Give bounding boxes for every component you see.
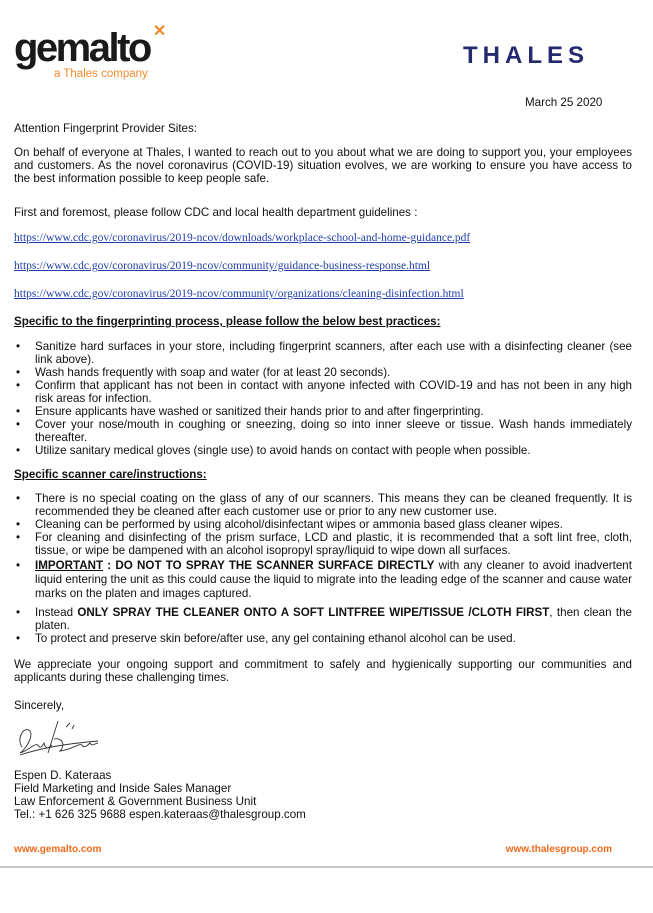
signer-title: Field Marketing and Inside Sales Manager xyxy=(14,782,232,795)
footer-gemalto-link[interactable]: www.gemalto.com xyxy=(14,844,102,855)
important-colon: : xyxy=(103,559,116,572)
list-item-important xyxy=(14,559,632,601)
letter-body xyxy=(14,122,632,876)
intro-paragraph: On behalf of everyone at Thales, I wanted to reach out to you about what we are doing to support you, your employees and customers. As the novel coronavirus (COVID-19) situation evolves, we are working to ensure you have access to the best information possible to keep people safe. xyxy=(14,146,632,185)
thales-logo: THALES xyxy=(463,42,589,69)
signer-unit: Law Enforcement & Government Business Unit xyxy=(14,795,257,808)
signer-block xyxy=(14,769,632,821)
gemalto-star-icon: ✕ xyxy=(152,23,167,40)
scanner-care-list xyxy=(14,492,632,645)
section-heading-fingerprinting: Specific to the fingerprinting process, please follow the below best practices: xyxy=(14,315,441,328)
cdc-link-workplace-guidance[interactable]: https://www.cdc.gov/coronavirus/2019-ncov/downloads/workplace-school-and-home-guidance.pdf xyxy=(14,232,471,244)
instead-caps: ONLY SPRAY THE CLEANER ONTO A SOFT LINTFREE WIPE/TISSUE /CLOTH FIRST xyxy=(77,606,550,619)
list-item: • There is no special coating on the glass of any of our scanners. This means they can be cleaned frequently. It is recommended they be cleaned after each customer use or prior to any new customer use. xyxy=(14,492,632,518)
list-item: • Utilize sanitary medical gloves (single use) to avoid hands on contact with people when possible. xyxy=(14,444,632,457)
fingerprinting-practices-list xyxy=(14,340,632,457)
list-item: • Cleaning can be performed by using alcohol/disinfectant wipes or ammonia based glass cleaner wipes. xyxy=(14,518,632,531)
cdc-link-cleaning-disinfection[interactable]: https://www.cdc.gov/coronavirus/2019-ncov/community/organizations/cleaning-disinfection.html xyxy=(14,288,464,300)
gemalto-wordmark: gemalto xyxy=(14,26,150,70)
signer-name: Espen D. Kateraas xyxy=(14,769,112,782)
important-warning: DO NOT TO SPRAY THE SCANNER SURFACE DIRECTLY xyxy=(115,559,435,572)
gemalto-tagline: a Thales company xyxy=(54,68,148,80)
signature xyxy=(14,717,104,765)
important-rest: with any cleaner to avoid inadvertent liquid entering the unit as this could cause the liquid to migrate into the leading edge of the scanner and cause water marks on the platen and images captured. xyxy=(35,559,632,600)
list-item: • Wash hands frequently with soap and water (for at least 20 seconds). xyxy=(14,366,632,379)
footer-thales-link[interactable]: www.thalesgroup.com xyxy=(505,844,612,855)
list-item: • Cover your nose/mouth in coughing or sneezing, doing so into inner sleeve or tissue. Wash hands immediately thereafter. xyxy=(14,418,632,444)
closing-paragraph: We appreciate your ongoing support and commitment to safely and hygienically supporting our communities and applicants during these challenging times. xyxy=(14,658,632,684)
list-item: • Ensure applicants have washed or sanitized their hands prior to and after fingerprinting. xyxy=(14,405,632,418)
signature-drawing xyxy=(14,717,104,765)
signoff: Sincerely, xyxy=(14,699,65,712)
footer xyxy=(14,843,632,856)
gemalto-logo xyxy=(14,23,167,81)
list-item: • Sanitize hard surfaces in your store, including fingerprint scanners, after each use with a disinfecting cleaner (see link above). xyxy=(14,340,632,366)
section-heading-scanner-care: Specific scanner care/instructions: xyxy=(14,468,207,481)
letter-date: March 25 2020 xyxy=(525,96,603,109)
salutation: Attention Fingerprint Provider Sites: xyxy=(14,122,198,135)
important-label: IMPORTANT xyxy=(35,559,104,572)
cdc-link-business-response[interactable]: https://www.cdc.gov/coronavirus/2019-ncov/community/guidance-business-response.html xyxy=(14,260,431,272)
list-item: • For cleaning and disinfecting of the prism surface, LCD and plastic, it is recommended that a soft lint free, cloth, tissue, or wipe be dampened with an alcohol isopropyl spray/liquid to wipe down all surfaces. xyxy=(14,531,632,557)
list-item: • To protect and preserve skin before/after use, any gel containing ethanol alcohol can be used. xyxy=(14,632,632,645)
instead-rest: , then clean the platen. xyxy=(35,606,632,632)
guidelines-intro: First and foremost, please follow CDC and local health department guidelines : xyxy=(14,206,418,219)
page-bottom-divider xyxy=(0,866,653,868)
list-item: • Confirm that applicant has not been in contact with anyone infected with COVID-19 and has not been in any high risk areas for infection. xyxy=(14,379,632,405)
instead-pre: Instead xyxy=(35,606,78,619)
list-item-instead xyxy=(14,606,632,632)
signer-contact: Tel.: +1 626 325 9688 espen.kateraas@thalesgroup.com xyxy=(14,808,306,821)
